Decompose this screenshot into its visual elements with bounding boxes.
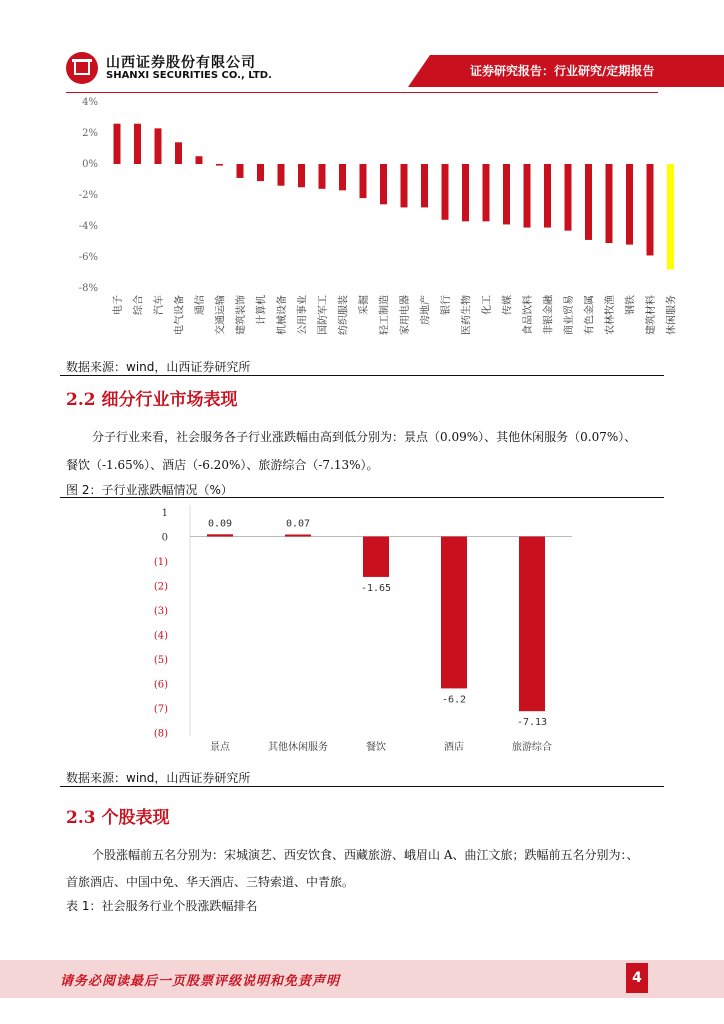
bar bbox=[544, 164, 551, 228]
x-tick-label: 综合 bbox=[133, 295, 145, 315]
x-tick-label: 公用事业 bbox=[297, 295, 309, 335]
bar bbox=[319, 164, 326, 189]
x-tick-label: 商业贸易 bbox=[564, 295, 575, 335]
bar bbox=[626, 164, 633, 245]
x-tick-label: 非银金融 bbox=[543, 295, 555, 335]
company-name-cn: 山西证券股份有限公司 bbox=[106, 55, 256, 71]
figure-2-caption: 图 2：子行业涨跌幅情况（%） bbox=[66, 483, 233, 497]
y-tick-label: -8% bbox=[78, 283, 98, 294]
x-tick-label: 通信 bbox=[195, 295, 206, 315]
y-tick-label: 2% bbox=[82, 128, 98, 139]
x-tick-label: 其他休闲服务 bbox=[268, 742, 328, 753]
section-2-2-para-line2: 餐饮（-1.65%）、酒店（-6.20%）、旅游综合（-7.13%）。 bbox=[66, 458, 379, 472]
data-label: -7.13 bbox=[516, 717, 548, 729]
x-tick-label: 有色金属 bbox=[584, 295, 596, 335]
bar bbox=[519, 537, 545, 712]
data-label: 0.09 bbox=[207, 518, 233, 530]
bar bbox=[524, 164, 531, 228]
y-tick-label: (4) bbox=[153, 630, 168, 642]
x-tick-label: 国防军工 bbox=[318, 295, 329, 335]
y-tick-label: 0% bbox=[82, 159, 98, 170]
x-tick-label: 化工 bbox=[482, 295, 493, 315]
page-number: 4 bbox=[626, 963, 648, 993]
x-tick-label: 机械设备 bbox=[277, 295, 288, 335]
x-tick-label: 建筑材料 bbox=[646, 295, 657, 335]
bar bbox=[462, 164, 469, 221]
company-logo bbox=[66, 52, 98, 84]
section-2-3-para-line1: 个股涨幅前五名分别为：宋城演艺、西安饮食、西藏旅游、峨眉山 A、曲江文旅；跌幅前五名分别为：、 bbox=[92, 848, 639, 862]
divider-1 bbox=[60, 375, 664, 376]
x-tick-label: 餐饮 bbox=[366, 742, 386, 753]
bar bbox=[401, 164, 408, 207]
x-tick-label: 休闲服务 bbox=[666, 295, 678, 335]
x-tick-label: 计算机 bbox=[256, 295, 268, 325]
bar bbox=[339, 164, 346, 190]
bar bbox=[606, 164, 613, 243]
data-label: -6.2 bbox=[441, 694, 467, 706]
x-tick-label: 农林牧渔 bbox=[605, 295, 616, 335]
x-tick-label: 食品饮料 bbox=[523, 295, 534, 335]
y-tick-label: (2) bbox=[153, 581, 168, 593]
x-tick-label: 家用电器 bbox=[400, 295, 411, 335]
bar bbox=[565, 164, 572, 231]
x-tick-label: 银行 bbox=[441, 295, 452, 315]
bar bbox=[134, 124, 141, 164]
bar bbox=[155, 128, 162, 164]
bar bbox=[503, 164, 510, 224]
bar bbox=[196, 156, 203, 164]
x-tick-label: 钢铁 bbox=[625, 295, 637, 315]
x-tick-label: 采掘 bbox=[359, 295, 370, 315]
bar bbox=[360, 164, 367, 198]
bar bbox=[285, 535, 311, 537]
data-source-2: 数据来源：wind，山西证券研究所 bbox=[66, 771, 251, 785]
subsector-change-chart bbox=[140, 500, 590, 760]
bar bbox=[483, 164, 490, 221]
table-1-caption: 表 1：社会服务行业个股涨跌幅排名 bbox=[66, 899, 258, 913]
y-tick-label: (7) bbox=[153, 704, 168, 715]
bar bbox=[380, 164, 387, 204]
bar bbox=[298, 164, 305, 187]
x-tick-label: 传媒 bbox=[502, 295, 514, 315]
x-tick-label: 纺织服装 bbox=[338, 295, 350, 335]
bar bbox=[216, 164, 223, 166]
x-tick-label: 景点 bbox=[210, 742, 230, 753]
bar bbox=[363, 537, 389, 577]
bar bbox=[207, 534, 233, 536]
bar bbox=[667, 164, 674, 269]
footer-disclaimer: 请务必阅读最后一页股票评级说明和免责声明 bbox=[60, 974, 341, 989]
y-tick-label: (8) bbox=[153, 728, 168, 740]
x-tick-label: 电气设备 bbox=[174, 295, 186, 335]
company-name-en: SHANXI SECURITIES CO., LTD. bbox=[106, 70, 272, 81]
y-tick-label: (1) bbox=[153, 557, 168, 568]
y-tick-label: -6% bbox=[78, 252, 98, 263]
header-band-cut bbox=[408, 55, 430, 87]
figure-2-top-rule bbox=[60, 497, 664, 498]
x-tick-label: 轻工制造 bbox=[379, 295, 391, 335]
y-tick-label: 1 bbox=[161, 508, 168, 519]
y-tick-label: -2% bbox=[78, 190, 98, 201]
bar bbox=[237, 164, 244, 178]
bar bbox=[257, 164, 264, 181]
section-2-2-para-line1: 分子行业来看，社会服务各子行业涨跌幅由高到低分别为：景点（0.09%）、其他休闲服务（0.07%）、 bbox=[92, 430, 637, 444]
section-2-2-title: 2.2 细分行业市场表现 bbox=[66, 390, 238, 410]
bar bbox=[278, 164, 285, 186]
industry-change-chart bbox=[60, 90, 680, 352]
x-tick-label: 旅游综合 bbox=[512, 742, 552, 753]
data-label: 0.07 bbox=[285, 518, 311, 530]
x-tick-label: 房地产 bbox=[420, 295, 432, 325]
bar bbox=[175, 142, 182, 164]
x-tick-label: 建筑装饰 bbox=[236, 295, 247, 335]
section-2-3-title: 2.3 个股表现 bbox=[66, 808, 170, 828]
section-2-3-para-line2: 首旅酒店、中国中免、华天酒店、三特索道、中青旅。 bbox=[66, 875, 355, 889]
bar bbox=[585, 164, 592, 240]
y-tick-label: (6) bbox=[153, 679, 168, 691]
data-source-1: 数据来源：wind，山西证券研究所 bbox=[66, 360, 251, 374]
x-tick-label: 汽车 bbox=[154, 295, 165, 315]
x-tick-label: 酒店 bbox=[444, 742, 464, 753]
bar bbox=[442, 164, 449, 220]
y-tick-label: -4% bbox=[78, 221, 98, 232]
y-tick-label: (3) bbox=[153, 606, 168, 617]
y-tick-label: 0 bbox=[161, 532, 168, 544]
report-type-label: 证券研究报告：行业研究/定期报告 bbox=[470, 64, 655, 78]
bar bbox=[647, 164, 654, 255]
y-tick-label: (5) bbox=[153, 655, 168, 666]
divider-2 bbox=[60, 786, 664, 787]
x-tick-label: 电子 bbox=[113, 295, 124, 315]
bar bbox=[421, 164, 428, 207]
x-tick-label: 医药生物 bbox=[461, 295, 473, 335]
bar bbox=[114, 124, 121, 164]
y-tick-label: 4% bbox=[82, 97, 98, 108]
bar bbox=[441, 537, 467, 689]
data-label: -1.65 bbox=[360, 582, 392, 594]
x-tick-label: 交通运输 bbox=[215, 295, 227, 335]
